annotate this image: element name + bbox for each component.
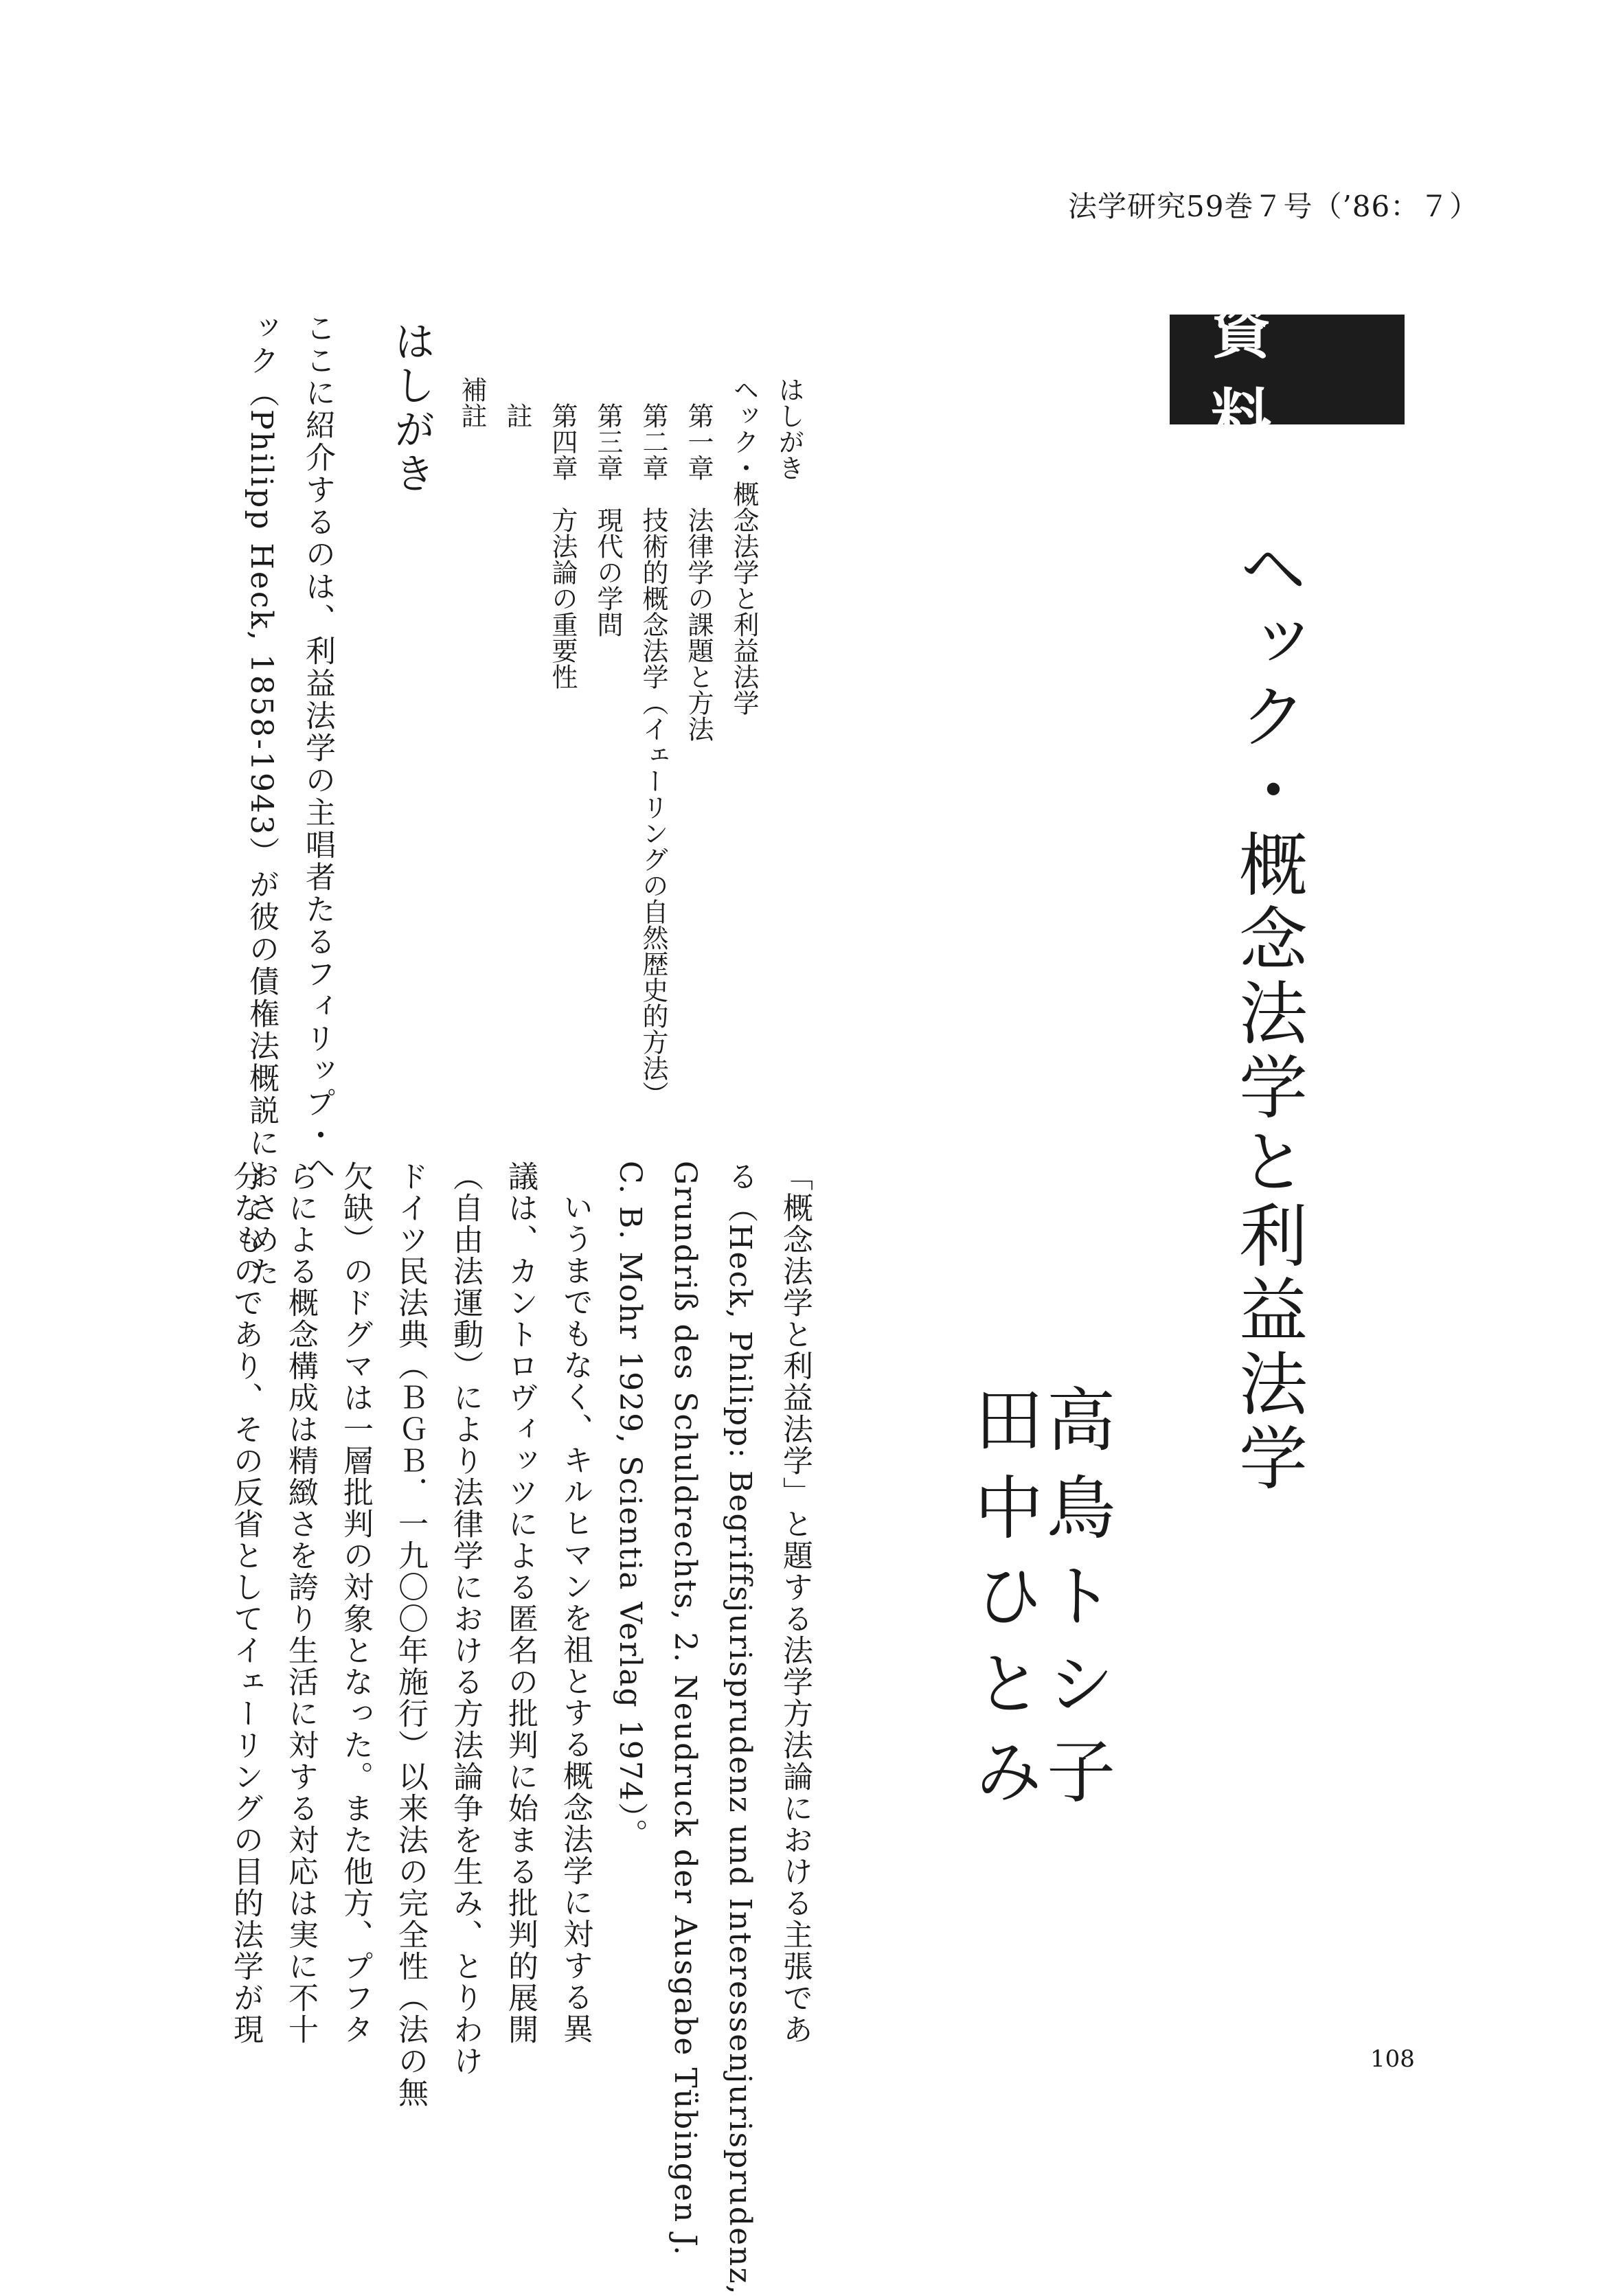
body-paragraph-line: ドイツ民法典（ＢＧＢ．一九〇〇年施行）以来法の完全性（法の無: [393, 1161, 428, 2109]
body-paragraph-line: （自由法運動）により法律学における方法論争を生み、とりわけ: [448, 1161, 483, 2077]
toc-item: 第二章 技術的概念法学（イェーリングの自然歴史的方法）: [638, 402, 668, 1107]
body-paragraph-line: ここに紹介するのは、利益法学の主唱者たるフィリップ・ヘ: [300, 312, 335, 1184]
article-title: ヘック・概念法学と利益法学: [1227, 532, 1308, 1497]
body-paragraph-line: 欠缺）のドグマは一層批判の対象となった。また他方、プフタ: [338, 1161, 373, 2045]
table-of-contents: [440, 376, 804, 1107]
body-paragraph-line: C. B. Mohr 1929, Scientia Verlag 1974）。: [613, 1161, 648, 1850]
toc-item: 註: [502, 402, 532, 429]
toc-item: ヘック・概念法学と利益法学: [729, 376, 759, 716]
body-paragraph-line: 「概念法学と利益法学」と題する法学方法論における主張であ: [777, 1161, 813, 2045]
toc-item: 補註: [457, 376, 487, 429]
body-paragraph-line: 分なものであり、その反省としてイェーリングの目的法学が現: [228, 1161, 263, 2045]
body-paragraph-line: いうまでもなく、キルヒマンを祖とする概念法学に対する異: [558, 1192, 593, 2045]
toc-item: はしがき: [774, 376, 804, 481]
toc-item: 第三章 現代の学問: [593, 402, 623, 637]
author-name: 高鳥トシ子: [1035, 1384, 1115, 1823]
section-heading: はしがき: [387, 320, 435, 496]
toc-item: 第一章 法律学の課題と方法: [683, 402, 714, 742]
body-paragraph-line: Grundriß des Schuldrechts, 2. Neudruck der Ausgabe Tübingen J.: [668, 1161, 703, 2257]
author-name: 田中ひとみ: [963, 1384, 1043, 1823]
toc-item: 第四章 方法論の重要性: [547, 402, 578, 690]
body-paragraph-line: らによる概念構成は精緻さを誇り生活に対する対応は実に不十: [283, 1161, 318, 2045]
body-paragraph-line: る（Heck, Philipp: Begriffsjurisprudenz und Interessenjurisprudenz,: [723, 1161, 758, 2296]
section-badge: 資料: [1170, 315, 1405, 424]
journal-header: 法学研究59巻７号（’86：７）: [1068, 190, 1479, 223]
page-number: 108: [1370, 2045, 1415, 2073]
body-paragraph-line: ック（Philipp Heck, 1858-1943）が彼の債権法概説におさめた: [244, 312, 279, 1288]
body-paragraph-line: 議は、カントロヴィッツによる匿名の批判に始まる批判的展開: [503, 1161, 538, 2045]
